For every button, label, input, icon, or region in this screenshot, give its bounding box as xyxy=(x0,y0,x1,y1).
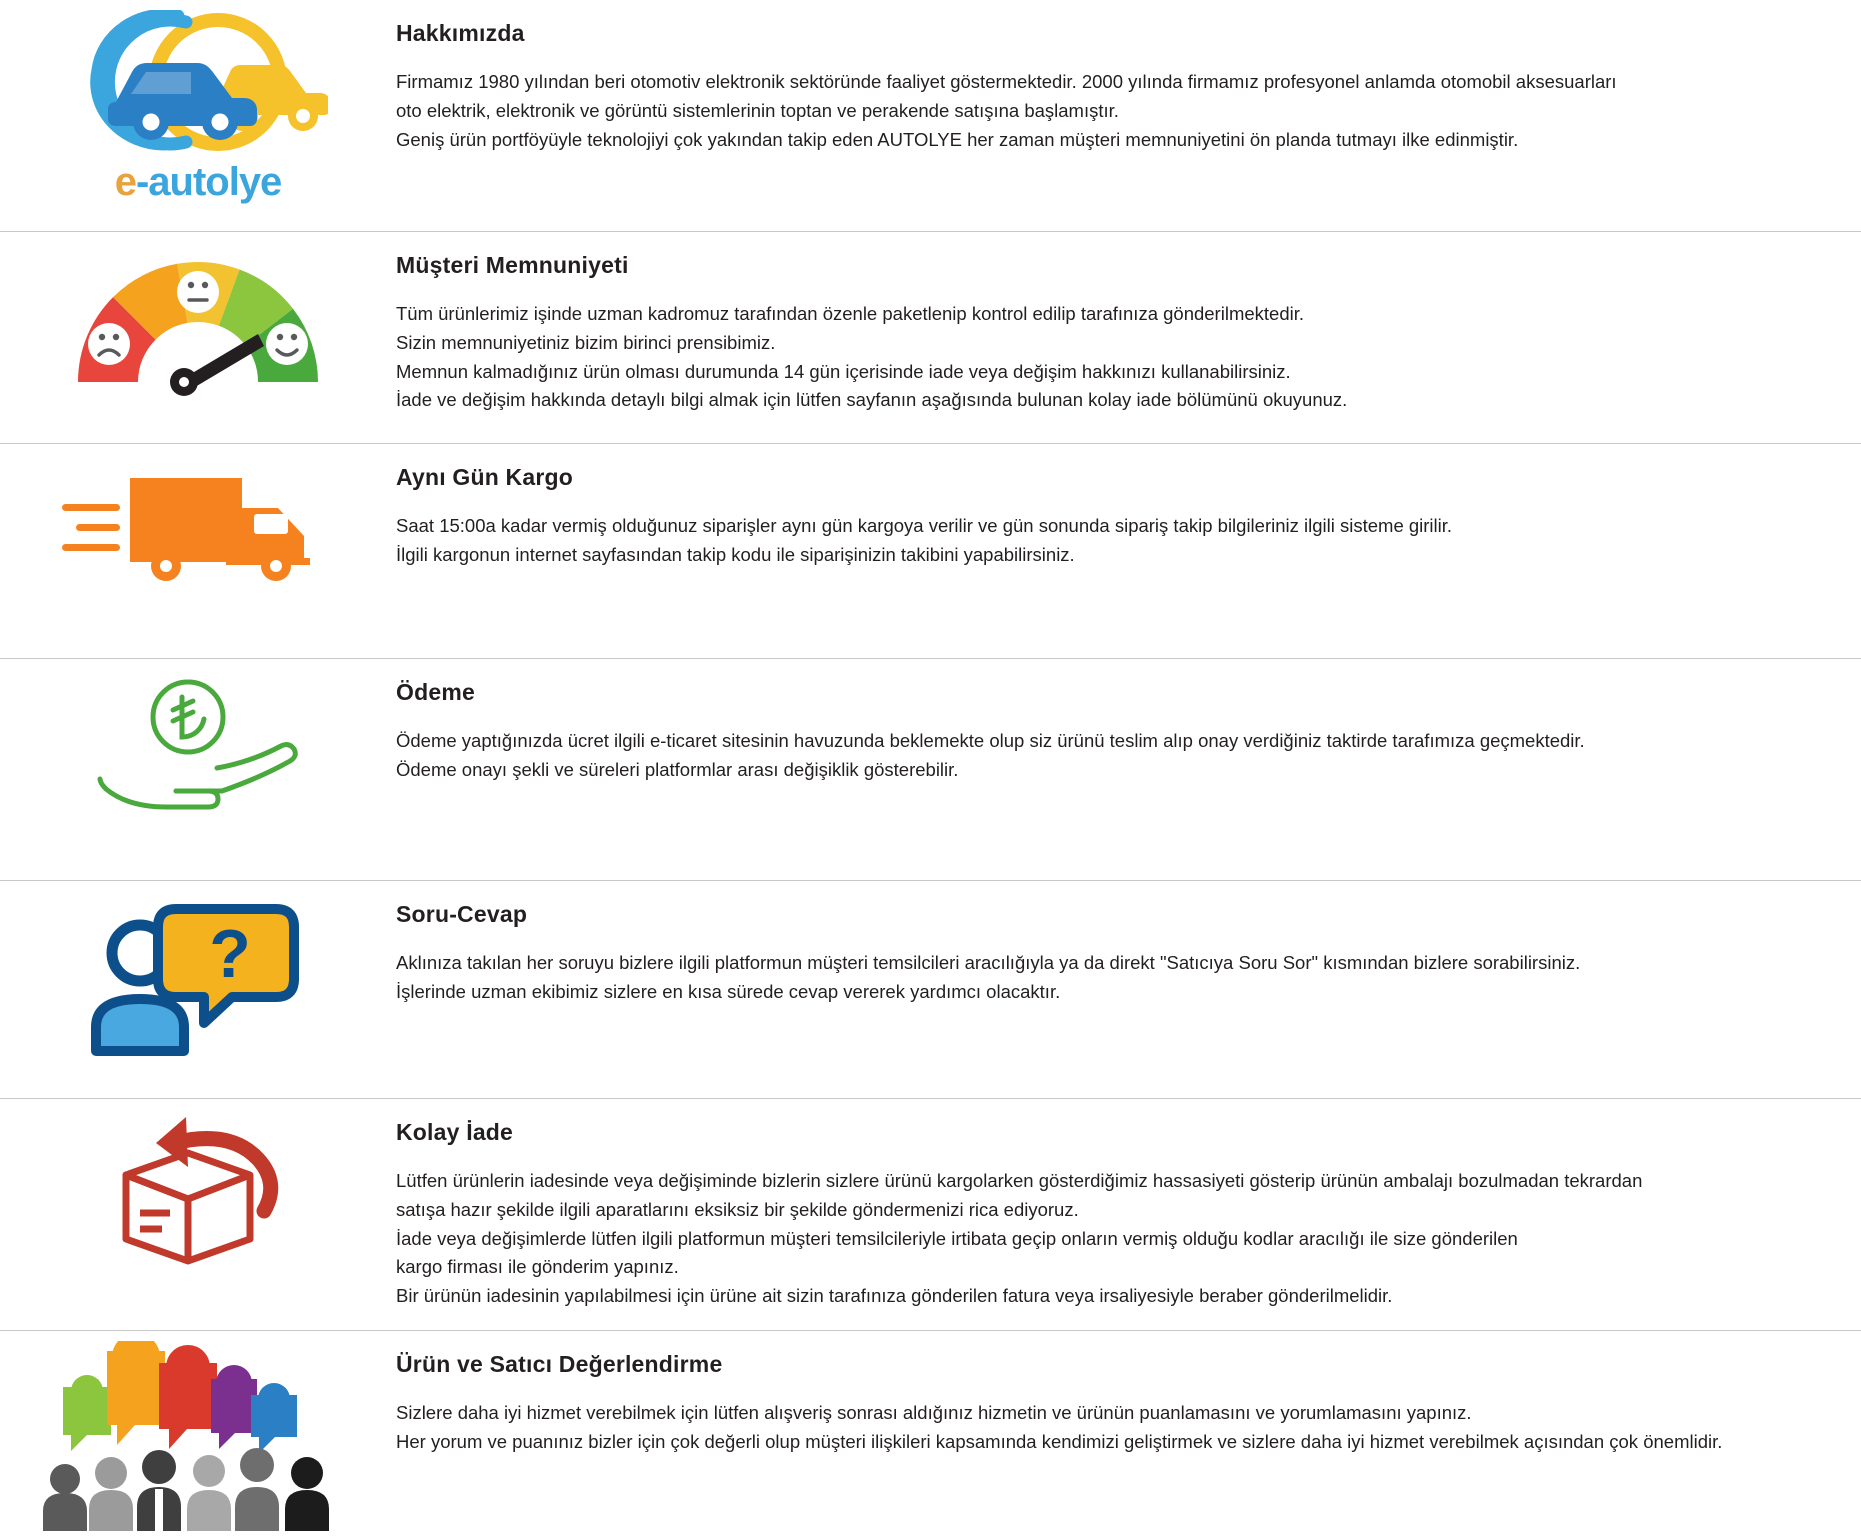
text-column xyxy=(396,659,1861,804)
icon-column xyxy=(0,444,396,604)
section-ayni-gun-kargo xyxy=(0,444,1861,659)
section-title: Ödeme xyxy=(396,679,475,705)
body-line: oto elektrik, elektronik ve görüntü sistemlerinin toptan ve perakende satışına başlamıştır. xyxy=(396,99,1119,121)
section-body xyxy=(396,728,1831,784)
text-column xyxy=(396,232,1861,434)
body-line: Bir ürünün iadesinin yapılabilmesi için ürüne ait sizin tarafınıza gönderilen fatura veya irsaliyesiyle beraber gönderilmelidir. xyxy=(396,1285,1393,1307)
body-line: Sizlere daha iyi hizmet verebilmek için lütfen alışveriş sonrası aldığınız hizmetin ve ürünün puanlamasını ve yorumlamasını yapınız. xyxy=(396,1402,1472,1424)
body-line: Memnun kalmadığınız ürün olması durumunda 14 gün içerisinde iade veya değişim hakkınızı kullanabilirsiniz. xyxy=(396,360,1291,382)
section-body xyxy=(396,1168,1831,1310)
delivery-truck-icon xyxy=(58,454,338,594)
icon-column xyxy=(0,1331,396,1536)
section-title: Kolay İade xyxy=(396,1119,514,1145)
text-column xyxy=(396,0,1861,173)
section-body xyxy=(396,950,1831,1006)
text-column xyxy=(396,1099,1861,1330)
body-line: Saat 15:00a kadar vermiş olduğunuz siparişler aynı gün kargoya verilir ve gün sonunda sipariş takip bilgileriniz ilgili sisteme girilir. xyxy=(396,515,1453,536)
body-line: İlgili kargonun internet sayfasından takip kodu ile siparişinizin takibini yapabilirsiniz. xyxy=(396,543,1075,565)
body-line: Firmamız 1980 yılından beri otomotiv elektronik sektöründe faaliyet göstermektedir. 2000 yılında firmamız profesyonel anlamda otomobil aksesuarları xyxy=(396,71,1617,92)
body-line: İşlerinde uzman ekibimiz sizlere en kısa sürede cevap vererek yardımcı olacaktır. xyxy=(396,980,1061,1002)
car-logo-icon xyxy=(68,10,328,215)
text-column xyxy=(396,444,1861,589)
body-line: Her yorum ve puanınız bizler için çok değerli olup müşteri ilişkileri kapsamında kendimizi geliştirmek ve sizlere daha iyi hizmet verebilmek açısından çok önemlidir. xyxy=(396,1430,1723,1452)
body-line: kargo firması ile gönderim yapınız. xyxy=(396,1256,679,1278)
body-line: Geniş ürün portföyüyle teknolojiyi çok yakından takip eden AUTOLYE her zaman müşteri memnuniyetini ön planda tutmayı ilke edinmiştir. xyxy=(396,128,1519,150)
logo-dash: - xyxy=(135,160,149,204)
body-line: İade ve değişim hakkında detaylı bilgi almak için lütfen sayfanın aşağısında bulunan kolay iade bölümünü okuyunuz. xyxy=(396,389,1348,411)
body-line: Sizin memnuniyetiniz bizim birinci prensibimiz. xyxy=(396,331,776,353)
question-answer-icon xyxy=(78,891,318,1061)
icon-column xyxy=(0,1099,396,1279)
section-musteri-memnuniyeti xyxy=(0,232,1861,444)
satisfaction-gauge-icon xyxy=(68,242,328,412)
section-title: Soru-Cevap xyxy=(396,901,528,927)
text-column xyxy=(396,1331,1861,1476)
section-body xyxy=(396,69,1831,153)
body-line: Tüm ürünlerimiz işinde uzman kadromuz tarafından özenle paketlenip kontrol edilip tarafınıza gönderilmektedir. xyxy=(396,303,1304,324)
section-title: Müşteri Memnuniyeti xyxy=(396,252,629,278)
review-speech-bubbles-icon xyxy=(33,1341,363,1526)
section-soru-cevap xyxy=(0,881,1861,1099)
body-line: satışa hazır şekilde ilgili aparatlarını eksiksiz bir şekilde göndermenizi rica ediyoruz. xyxy=(396,1198,1079,1220)
section-title: Hakkımızda xyxy=(396,20,525,46)
body-line: İade veya değişimlerde lütfen ilgili platformun müşteri temsilcileriyle irtibata geçip onların vermiş olduğu kodlar aracılığı ile size gönderilen xyxy=(396,1227,1518,1249)
body-line: Aklınıza takılan her soruyu bizlere ilgili platformun müşteri temsilcileri aracılığıyla ya da direkt "Satıcıya Soru Sor" kısmından bizlere sorabilirsiniz. xyxy=(396,952,1581,973)
icon-column xyxy=(0,232,396,422)
icon-column xyxy=(0,0,396,225)
body-line: Ödeme onayı şekli ve süreleri platformlar arası değişiklik gösterebilir. xyxy=(396,758,959,780)
body-line: Ödeme yaptığınızda ücret ilgili e-ticaret sitesinin havuzunda beklemekte olup siz ürünü teslim alıp onay verdiğiniz taktirde tarafımıza geçmektedir. xyxy=(396,730,1585,751)
section-title: Aynı Gün Kargo xyxy=(396,464,574,490)
section-title: Ürün ve Satıcı Değerlendirme xyxy=(396,1351,723,1378)
logo-e: e xyxy=(114,160,136,204)
svg-text:?: ? xyxy=(209,916,251,992)
section-kolay-iade xyxy=(0,1099,1861,1331)
section-body xyxy=(396,513,1831,569)
logo-wordmark xyxy=(68,160,328,205)
section-body xyxy=(396,301,1831,414)
text-column xyxy=(396,881,1861,1026)
section-odeme xyxy=(0,659,1861,881)
section-urun-satici-degerlendirme xyxy=(0,1331,1861,1536)
body-line: Lütfen ürünlerin iadesinde veya değişiminde bizlerin sizlere ürünü kargolarken gösterdiğimiz hassasiyeti gösterip ürünün ambalajı bozulmadan tekrardan xyxy=(396,1170,1643,1191)
icon-column xyxy=(0,659,396,839)
payment-hand-lira-icon xyxy=(78,669,318,829)
logo-name: autolye xyxy=(148,160,282,204)
icon-column xyxy=(0,881,396,1071)
return-box-icon xyxy=(78,1109,318,1269)
section-body xyxy=(396,1400,1831,1456)
section-hakkimizda xyxy=(0,0,1861,232)
